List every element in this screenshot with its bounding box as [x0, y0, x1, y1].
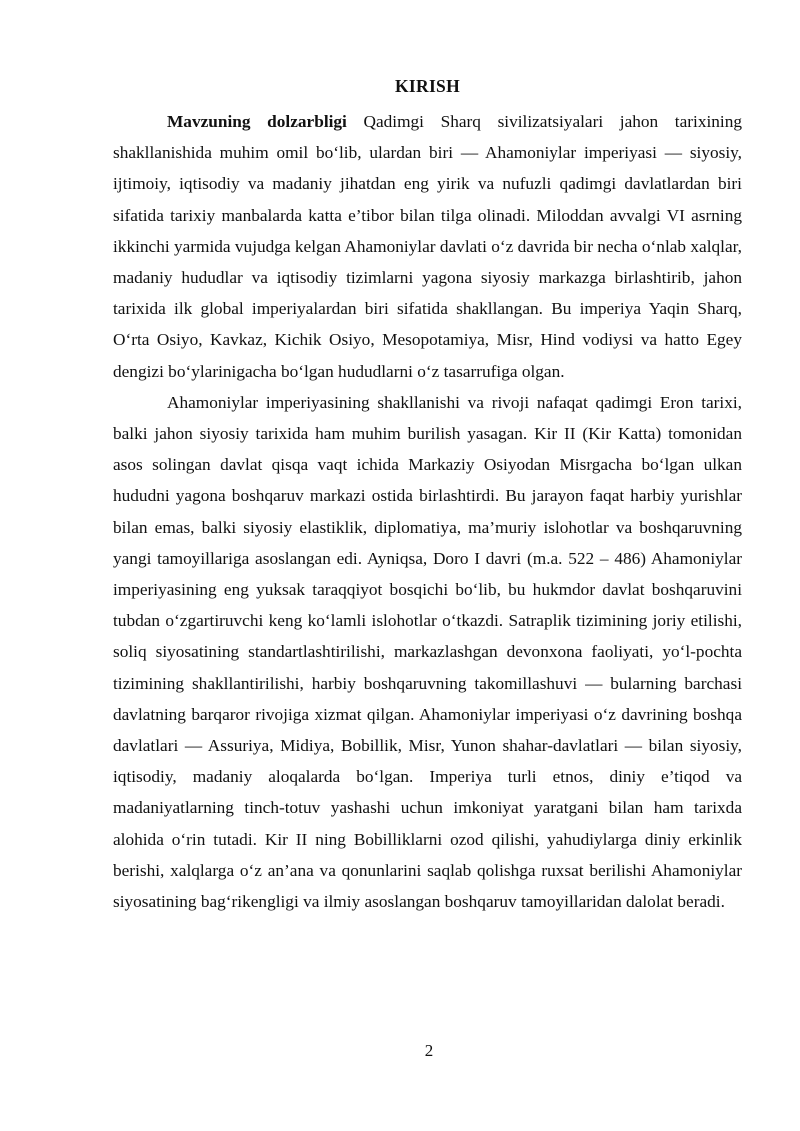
- paragraph-text: Qadimgi Sharq sivilizatsiyalari jahon tarixining shakllanishida muhim omil bo‘lib, ulardan biri — Ahamoniylar imperiyasi — siyosiy, ijtimoiy, iqtisodiy va madaniy jihatdan eng yirik va nufuzli qadimgi davlatlardan biri sifatida tarixiy manbalarda katta e’tibor bilan tilga olinadi. Miloddan avvalgi VI asrning ikkinchi yarmida vujudga kelgan Ahamoniylar davlati o‘z davrida bir necha o‘nlab xalqlar, madaniy hududlar va iqtisodiy tizimlarni yagona siyosiy markazga birlashtirib, jahon tarixida ilk global imperiyalardan biri sifatida shakllangan. Bu imperiya Yaqin Sharq, O‘rta Osiyo, Kavkaz, Kichik Osiyo, Mesopotamiya, Misr, Hind vodiysi va hatto Egey dengizi bo‘ylarinigacha bo‘lgan hududlarni o‘z tasarrufiga olgan.: [113, 112, 742, 381]
- section-heading: KIRISH: [394, 76, 460, 96]
- paragraph-lead: Mavzuning dolzarbligi: [167, 112, 347, 131]
- body-text: [113, 106, 742, 917]
- paragraph-2: [113, 387, 742, 917]
- page-number: 2: [424, 1041, 434, 1060]
- paragraph-1: [113, 106, 742, 387]
- paragraph-text: Ahamoniylar imperiyasining shakllanishi va rivoji nafaqat qadimgi Eron tarixi, balki jahon siyosiy tarixida ham muhim burilish yasagan. Kir II (Kir Katta) tomonidan asos solingan davlat qisqa vaqt ichida Markaziy Osiyodan Misrgacha bo‘lgan ulkan hududni yagona boshqaruv markazi ostida birlashtirdi. Bu jarayon faqat harbiy yurishlar bilan emas, balki siyosiy elastiklik, diplomatiya, ma’muriy islohotlar va boshqaruvning yangi tamoyillariga asoslangan edi. Ayniqsa, Doro I davri (m.a. 522 – 486) Ahamoniylar imperiyasining eng yuksak taraqqiyot bosqichi bo‘lib, bu hukmdor davlat boshqaruvini tubdan o‘zgartiruvchi keng ko‘lamli islohotlar o‘tkazdi. Satraplik tizimining joriy etilishi, soliq siyosatining standartlashtirilishi, markazlashgan devonxona faoliyati, yo‘l-pochta tizimining shakllantirilishi, harbiy boshqaruvning takomillashuvi — bularning barchasi davlatning barqaror rivojiga xizmat qilgan. Ahamoniylar imperiyasi o‘z davrining boshqa davlatlari — Assuriya, Midiya, Bobillik, Misr, Yunon shahar-davlatlari — bilan siyosiy, iqtisodiy, madaniy aloqalarda bo‘lgan. Imperiya turli etnos, diniy e’tiqod va madaniyatlarning tinch-totuv yashashi uchun imkoniyat yaratgani bilan ham tarixda alohida o‘rin tutadi. Kir II ning Bobilliklarni ozod qilishi, yahudiylarga diniy erkinlik berishi, xalqlarga o‘z an’ana va qonunlarini saqlab qolishga ruxsat berilishi Ahamoniylar siyosatining bag‘rikengligi va ilmiy asoslangan boshqaruv tamoyillaridan dalolat beradi.: [113, 392, 742, 912]
